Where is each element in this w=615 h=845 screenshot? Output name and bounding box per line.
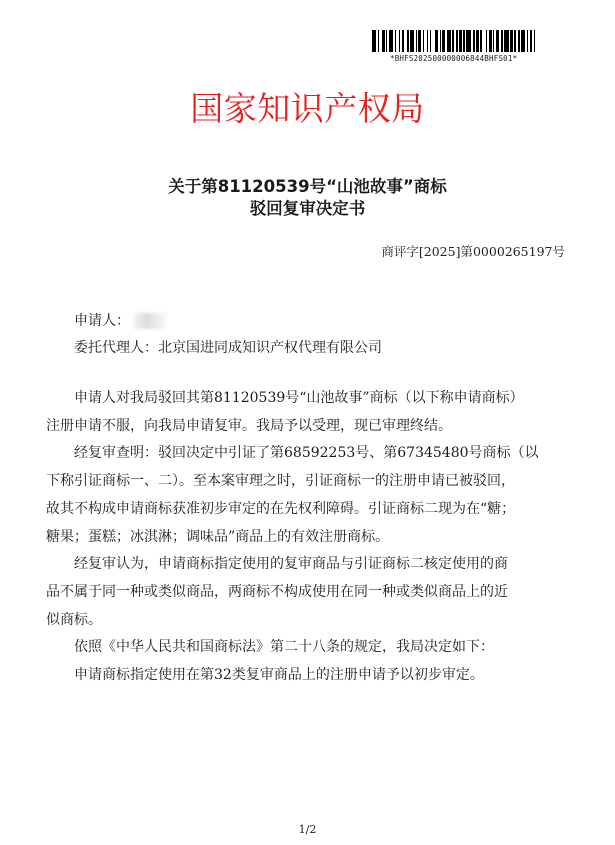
applicant-row (74, 311, 166, 331)
barcode-text: *BHFS202500000006844BHFS01* (390, 54, 518, 63)
paragraph-line: 经复审查明：驳回决定中引证了第68592253号、第67345480号商标（以 (74, 445, 539, 462)
document-title-line2: 驳回复审决定书 (249, 199, 366, 218)
applicant-label: 申请人： (74, 313, 130, 329)
agent-row (74, 338, 382, 358)
paragraph-line: 依照《中华人民共和国商标法》第二十八条的规定，我局决定如下： (74, 639, 494, 656)
paragraph (46, 385, 574, 440)
office-name: 国家知识产权局 (190, 89, 425, 128)
paragraph-line: 下称引证商标一、二）。至本案审理之时，引证商标一的注册申请已被驳回， (46, 473, 515, 490)
paragraph-line: 品不属于同一种或类似商品，两商标不构成使用在同一种或类似商品上的近 (46, 583, 508, 600)
paragraph-line: 似商标。 (46, 611, 102, 628)
decision-body (46, 385, 574, 690)
document-title-line1: 关于第81120539号“山池故事”商标 (168, 177, 447, 196)
page-indicator: 1/2 (298, 823, 317, 836)
paragraph (46, 440, 574, 551)
paragraph (74, 662, 574, 690)
agent-label: 委托代理人： (74, 340, 158, 356)
paragraph-line: 申请商标指定使用在第32类复审商品上的注册申请予以初步审定。 (74, 667, 484, 684)
barcode (372, 30, 540, 52)
document-title (0, 176, 615, 220)
redacted-applicant-name (134, 313, 166, 329)
paragraph-line: 经复审认为，申请商标指定使用的复审商品与引证商标二核定使用的商 (74, 556, 508, 573)
paragraph (46, 551, 574, 634)
document-number: 商评字[2025]第0000265197号 (381, 244, 565, 259)
agent-value: 北京国进同成知识产权代理有限公司 (158, 340, 382, 356)
paragraph-line: 申请人对我局驳回其第81120539号“山池故事”商标（以下称申请商标） (74, 390, 524, 406)
paragraph-line: 注册申请不服，向我局申请复审。我局予以受理，现已审理终结。 (46, 417, 452, 434)
paragraph (74, 634, 574, 662)
paragraph-line: 糖果；蛋糕；冰淇淋；调味品”商品上的有效注册商标。 (46, 528, 390, 545)
paragraph-line: 故其不构成申请商标获准初步审定的在先权利障碍。引证商标二现为在“糖； (46, 500, 516, 517)
